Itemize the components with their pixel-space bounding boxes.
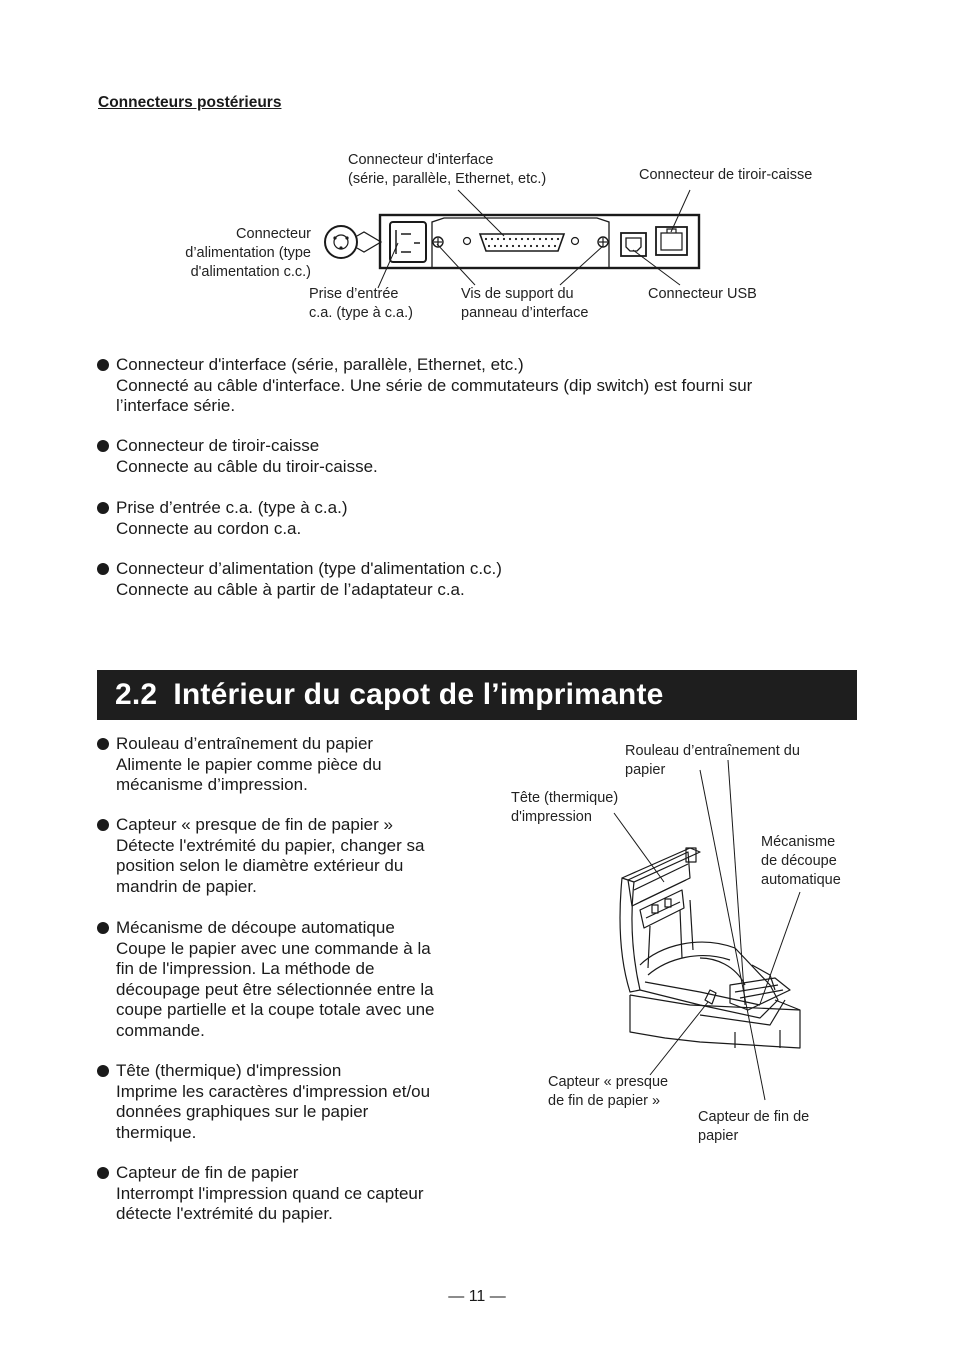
callout-panel-screws: Vis de support du panneau d’interface	[461, 286, 589, 321]
callout-power-connector: Connecteur d’alimentation (type d'alimentation c.c.)	[185, 226, 311, 280]
callout-print-head: Tête (thermique) d'impression	[511, 790, 619, 825]
subsection-title: Connecteurs postérieurs	[98, 94, 282, 111]
item-description: Détecte l'extrémité du papier, changer sa position selon le diamètre extérieur du mandrin de papier.	[116, 835, 425, 896]
item-title: Rouleau d’entraînement du papier	[116, 734, 374, 753]
callout-auto-cutter: Mécanisme de découpe automatique	[761, 834, 841, 888]
item-description: Interrompt l'impression quand ce capteur détecte l'extrémité du papier.	[116, 1183, 424, 1223]
item-title: Connecteur d'interface (série, parallèle, Ethernet, etc.)	[116, 355, 524, 374]
item-description: Connecte au câble à partir de l’adaptateur c.a.	[116, 579, 465, 599]
item-title: Tête (thermique) d'impression	[116, 1061, 342, 1080]
item-title: Prise d’entrée c.a. (type à c.a.)	[116, 498, 348, 517]
item-title: Capteur « presque de fin de papier »	[116, 815, 393, 834]
callout-near-end-sensor: Capteur « presque de fin de papier »	[548, 1074, 669, 1109]
callout-end-sensor: Capteur de fin de papier	[698, 1109, 810, 1144]
item-title: Connecteur de tiroir-caisse	[116, 436, 320, 455]
callout-usb-connector: Connecteur USB	[648, 286, 757, 302]
item-description: Connecte au cordon c.a.	[116, 518, 302, 538]
item-title: Mécanisme de découpe automatique	[116, 918, 395, 937]
item-description: Connecté au câble d'interface. Une série de commutateurs (dip switch) est fourni sur l’interface série.	[116, 375, 753, 415]
item-description: Alimente le papier comme pièce du mécanisme d’impression.	[116, 754, 382, 794]
paper-compartment	[640, 942, 778, 1018]
item-description: Coupe le papier avec une commande à la fin de l'impression. La méthode de découpage peut être sélectionnée entre la coupe partielle et la coupe totale avec une commande.	[116, 938, 435, 1040]
callout-ac-inlet: Prise d’entrée c.a. (type à c.a.)	[309, 286, 413, 321]
item-description: Connecte au câble du tiroir-caisse.	[116, 456, 378, 476]
item-title: Connecteur d’alimentation (type d'alimentation c.c.)	[116, 559, 502, 578]
section-number: 2.2	[115, 678, 158, 711]
item-title: Capteur de fin de papier	[116, 1163, 299, 1182]
item-description: Imprime les caractères d'impression et/ou données graphiques sur le papier thermique.	[116, 1081, 431, 1142]
callout-drawer-connector: Connecteur de tiroir-caisse	[639, 167, 813, 183]
callout-interface-connector: Connecteur d'interface (série, parallèle, Ethernet, etc.)	[348, 152, 547, 187]
section-title: Intérieur du capot de l’imprimante	[173, 678, 664, 711]
callout-paper-roller: Rouleau d’entraînement du papier	[625, 743, 800, 778]
page-number: — 11 —	[448, 1288, 506, 1305]
